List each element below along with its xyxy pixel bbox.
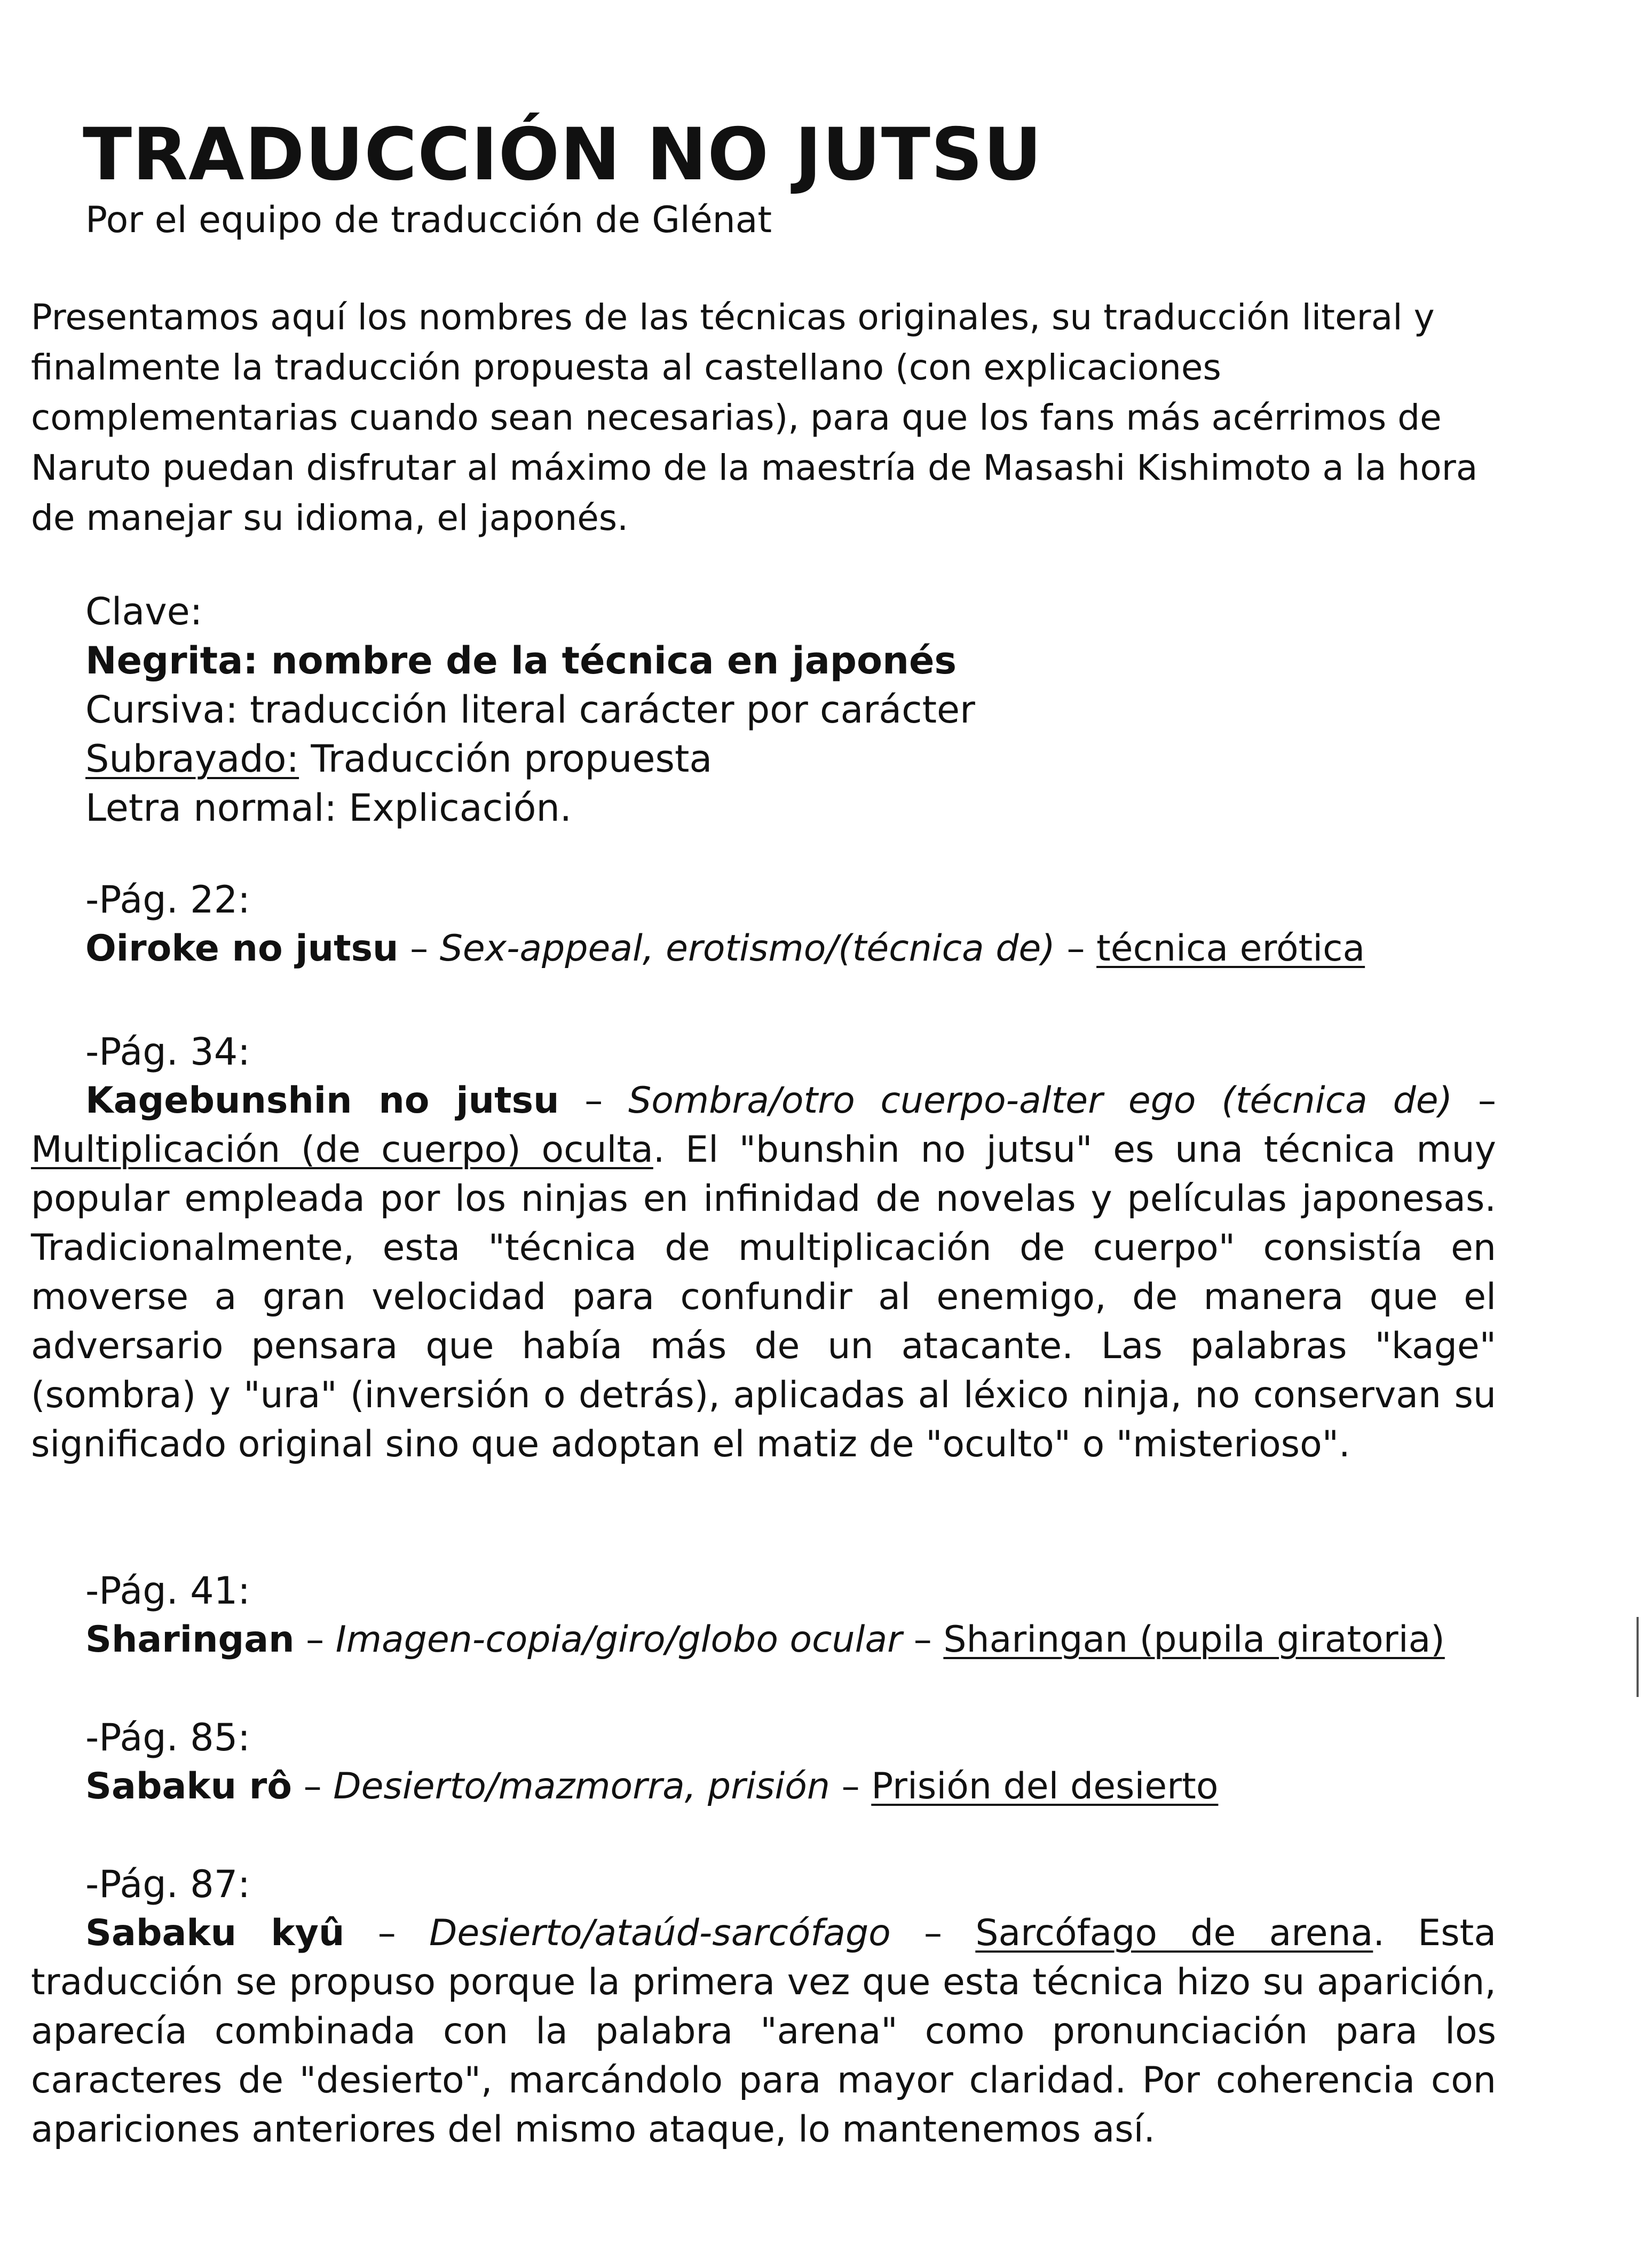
entry-proposed: técnica erótica: [1096, 927, 1365, 970]
glossary-entry: [85, 1713, 1495, 1811]
entry-literal: Imagen-copia/giro/globo ocular: [335, 1619, 903, 1661]
glossary-entry: [31, 1027, 1496, 1469]
entry-japanese-name: Sharingan: [85, 1619, 295, 1661]
entry-literal: Desierto/mazmorra, prisión: [333, 1765, 831, 1807]
entry-japanese-name: Kagebunshin no jutsu: [85, 1080, 559, 1122]
entry-separator: –: [902, 1619, 944, 1661]
legend-bold-line: Negrita: nombre de la técnica en japonés: [85, 639, 957, 683]
glossary-entry: [85, 875, 1495, 973]
legend-underline-label: Subrayado:: [85, 737, 299, 781]
entry-literal: Sombra/otro cuerpo-alter ego (técnica de): [628, 1080, 1453, 1122]
entry-separator: –: [344, 1912, 429, 1954]
page-subtitle: Por el equipo de traducción de Glénat: [85, 199, 772, 241]
legend-key: [85, 587, 975, 832]
legend-underline-rest: Traducción propuesta: [299, 737, 713, 781]
entry-literal: Sex-appeal, erotismo/(técnica de): [439, 927, 1055, 970]
entry-separator: –: [1452, 1080, 1496, 1122]
entry-separator: –: [294, 1619, 336, 1661]
entry-proposed: Sarcófago de arena: [975, 1912, 1373, 1954]
entry-proposed: Prisión del desierto: [871, 1765, 1219, 1807]
glossary-entry: [85, 1566, 1495, 1664]
entry-separator: –: [1055, 927, 1097, 970]
entry-page-ref: -Pág. 22:: [85, 878, 250, 922]
legend-normal-line: Letra normal: Explicación.: [85, 786, 572, 830]
entry-line: [85, 927, 1365, 970]
entry-separator: –: [291, 1765, 334, 1807]
entry-proposed: Sharingan (pupila giratoria): [943, 1619, 1445, 1661]
entry-separator: –: [559, 1080, 629, 1122]
entry-proposed: Multiplicación (de cuerpo) oculta: [31, 1129, 653, 1171]
entry-japanese-name: Oiroke no jutsu: [85, 927, 399, 970]
entry-japanese-name: Sabaku kyû: [85, 1912, 345, 1954]
page-title: TRADUCCIÓN NO JUTSU: [83, 113, 1042, 196]
entry-explanation: . Esta traducción se propuso porque la primera vez que esta técnica hizo su aparición, aparecía combinada con la palabra "arena" como pronunciación para los caracteres de "desierto", marcándolo para mayor claridad. Por coherencia con apariciones anteriores del mismo ataque, lo mantenemos así.: [31, 1912, 1496, 2151]
intro-paragraph: Presentamos aquí los nombres de las técnicas originales, su traducción literal y finalmente la traducción propuesta al castellano (con explicaciones complementarias cuando sean necesarias), para que los fans más acérrimos de Naruto puedan disfrutar al máximo de la maestría de Masashi Kishimoto a la hora de manejar su idioma, el japonés.: [31, 297, 1478, 538]
entry-literal: Desierto/ataúd-sarcófago: [429, 1912, 891, 1954]
entry-explanation: . El "bunshin no jutsu" es una técnica muy popular empleada por los ninjas en infinidad de novelas y películas japonesas. Tradicionalmente, esta "técnica de multiplicación de cuerpo" consistía en moverse a gran velocidad para confundir al enemigo, de manera que el adversario pensara que había más de un atacante. Las palabras "kage" (sombra) y "ura" (inversión o detrás), aplicadas al léxico ninja, no conservan su significado original sino que adoptan el matiz de "oculto" o "misterioso".: [31, 1129, 1497, 1465]
legend-heading: Clave:: [85, 590, 203, 633]
entry-page-ref: -Pág. 87:: [85, 1862, 250, 1906]
entry-page-ref: -Pág. 41:: [85, 1569, 250, 1613]
entry-japanese-name: Sabaku rô: [85, 1765, 292, 1807]
scan-edge-mark: [1637, 1617, 1639, 1697]
entry-line: [85, 1619, 1445, 1661]
entry-page-ref: -Pág. 85:: [85, 1716, 250, 1759]
entry-separator: –: [398, 927, 440, 970]
entry-page-ref: -Pág. 34:: [85, 1030, 250, 1074]
entry-line: [85, 1765, 1218, 1807]
legend-italic-line: Cursiva: traducción literal carácter por carácter: [85, 688, 975, 732]
legend-underline-line: [85, 734, 975, 783]
entry-separator: –: [830, 1765, 872, 1807]
entry-separator: –: [890, 1912, 976, 1954]
glossary-entry: [31, 1860, 1496, 2154]
